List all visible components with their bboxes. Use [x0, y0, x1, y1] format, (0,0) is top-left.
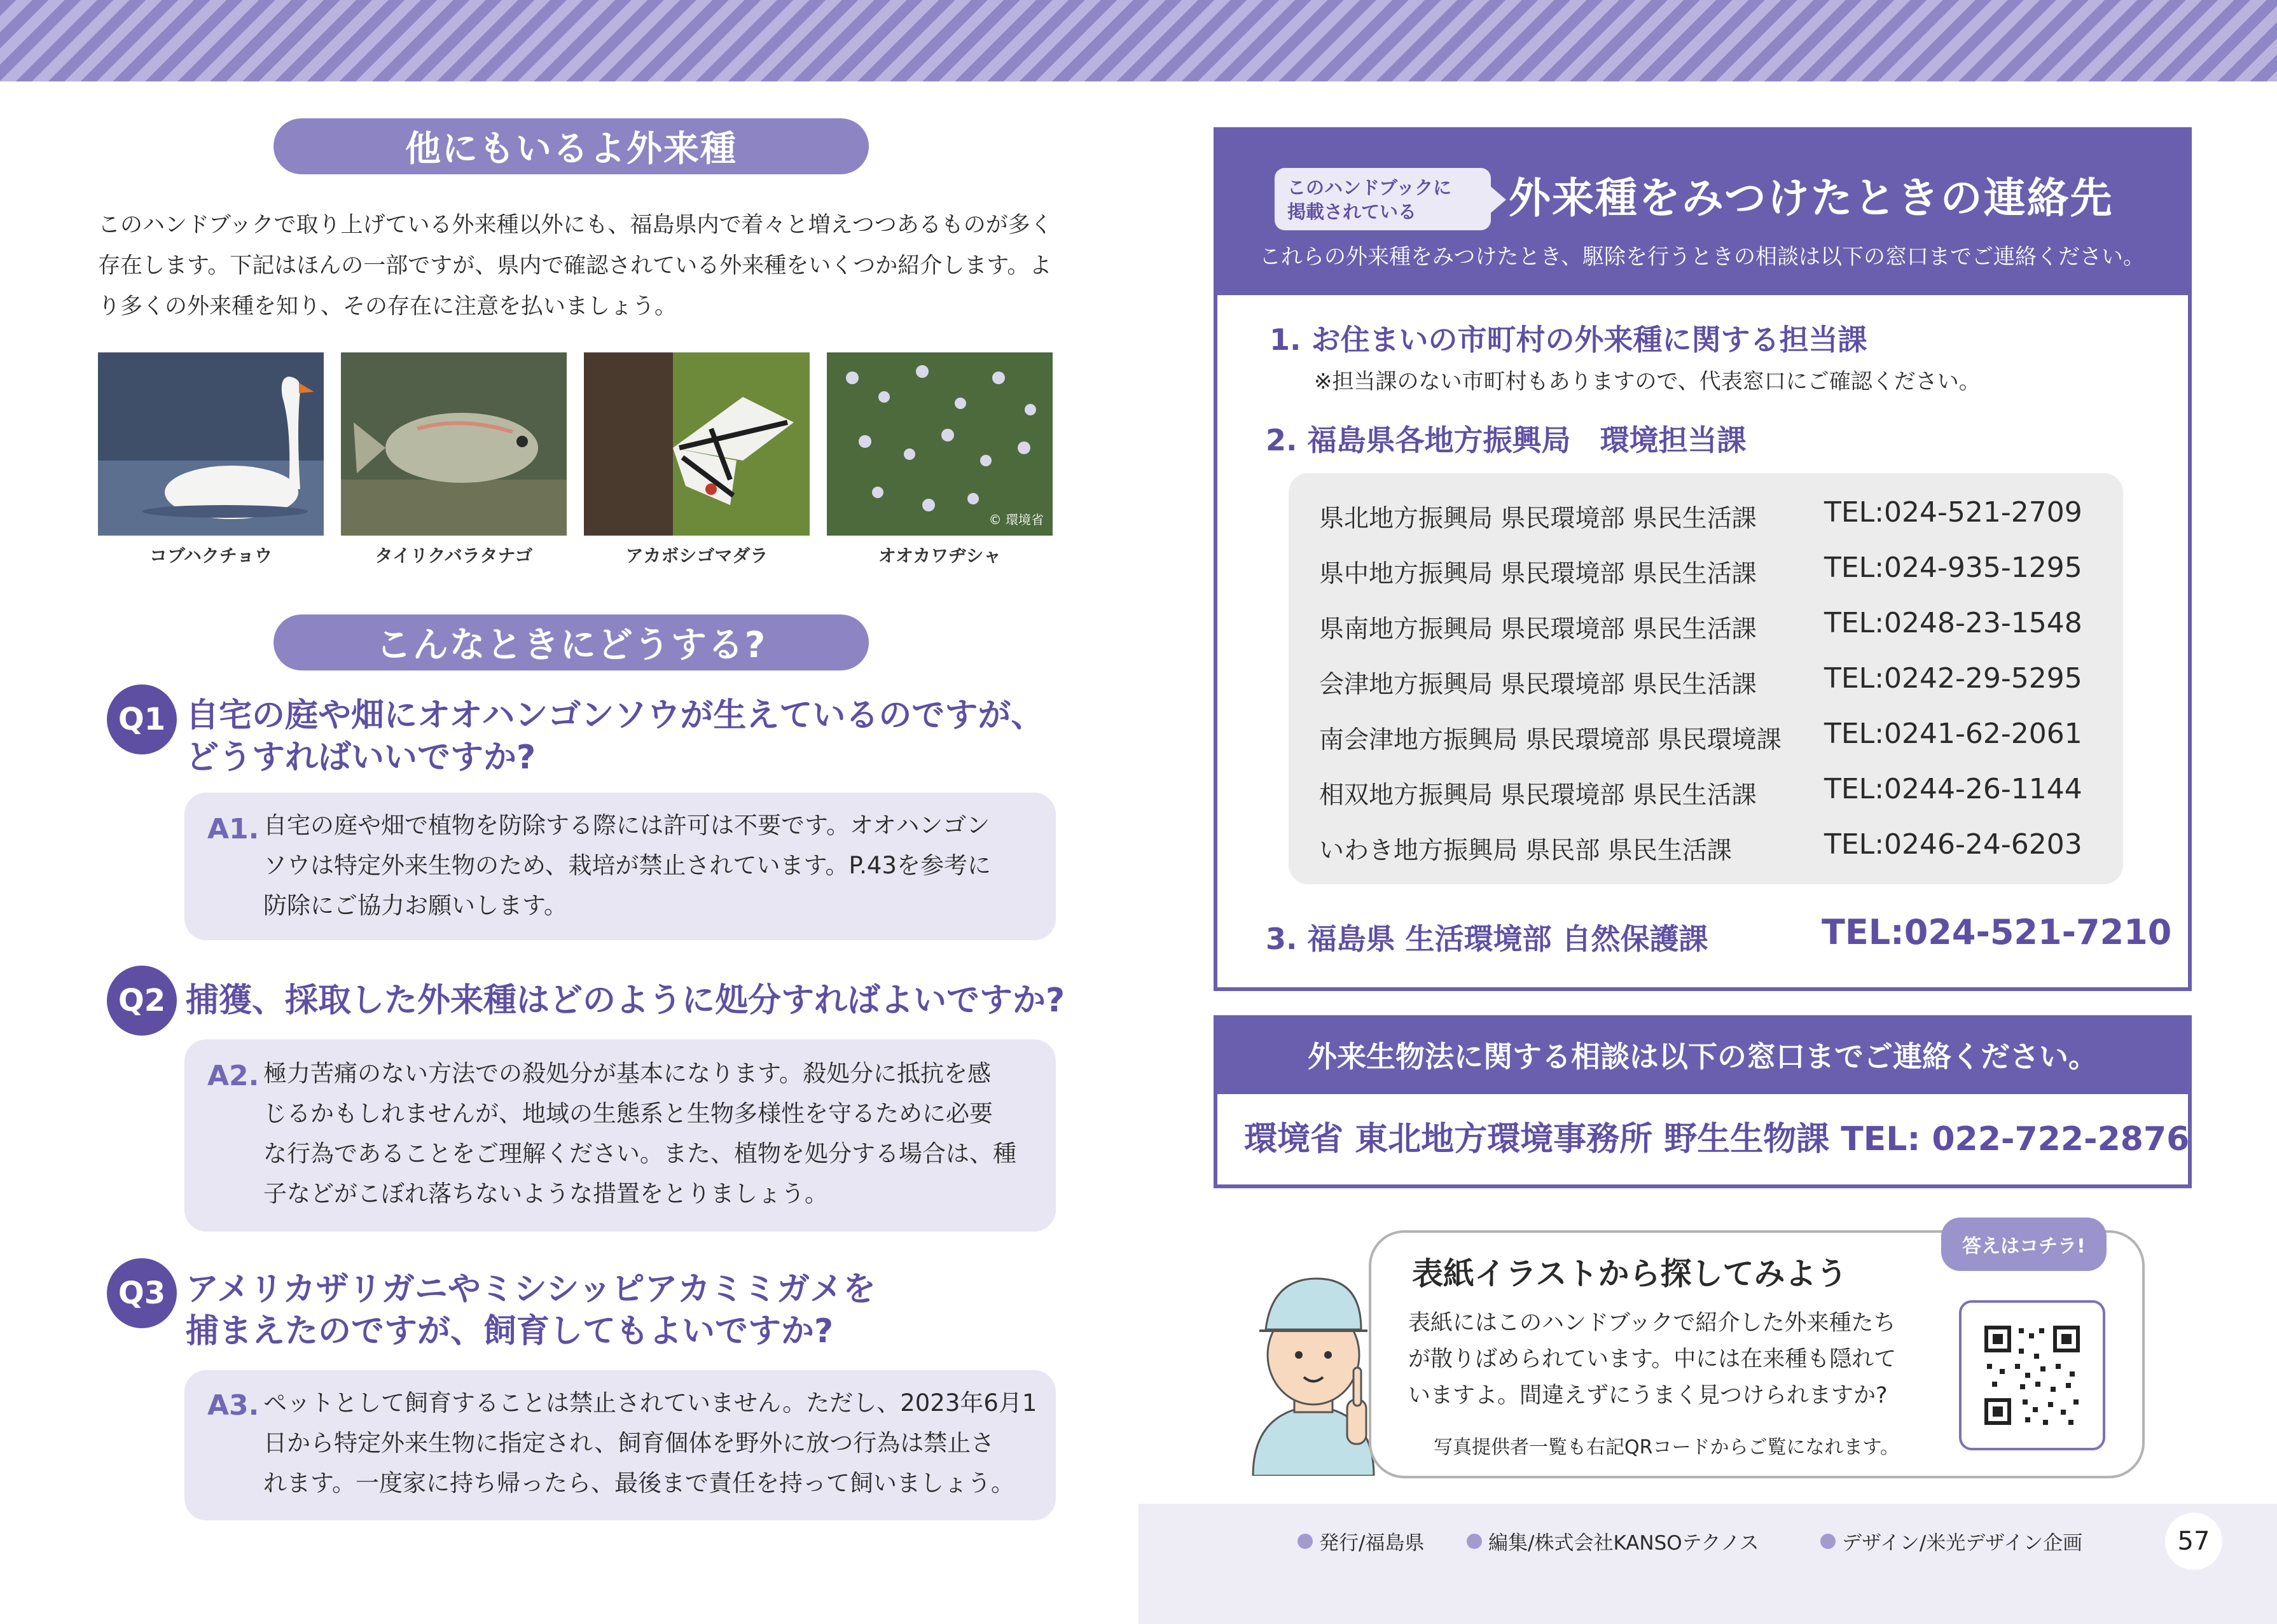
caption-water-speedwell: オオカワヂシャ: [878, 545, 1002, 566]
footer-publisher: [1298, 1527, 1424, 1555]
caption-mute-swan: コブハクチョウ: [149, 545, 272, 566]
handbook-tag-line1: このハンドブックに: [1287, 177, 1452, 198]
office-tel[interactable]: TEL:0241-62-2061: [1824, 718, 2082, 750]
section-title-other-species: 他にもいるよ外来種: [273, 118, 869, 174]
office-name: 県北地方振興局 県民環境部 県民生活課: [1319, 504, 1757, 533]
bubble-line: 表紙にはこのハンドブックで紹介した外来種たち: [1408, 1310, 1896, 1336]
footer-publisher-text: 発行/福島県: [1319, 1532, 1425, 1555]
handbook-tag-line2: 掲載されている: [1287, 201, 1417, 223]
a2-line3: な行為であることをご理解ください。また、植物を処分する場合は、種: [263, 1140, 1016, 1167]
q1-badge: Q1: [107, 684, 177, 754]
contact-subtitle: これらの外来種をみつけたとき、駆除を行うときの相談は以下の窓口までご連絡ください。: [1259, 244, 2145, 270]
bullet-icon: [1298, 1534, 1313, 1549]
a3-line3: れます。一度家に持ち帰ったら、最後まで責任を持って飼いましょう。: [263, 1469, 1015, 1497]
q2-badge: Q2: [107, 966, 177, 1036]
footer-editor: [1467, 1527, 1759, 1555]
worker-illustration: [1240, 1260, 1387, 1476]
a2-line1: 極力苦痛のない方法での殺処分が基本になります。殺処分に抵抗を感: [263, 1060, 992, 1087]
contact-item-1-note: ※担当課のない市町村もありますので、代表窓口にご確認ください。: [1314, 369, 1981, 394]
a1-line3: 防除にご協力お願いします。: [263, 892, 568, 919]
a2-label: A2.: [207, 1060, 260, 1092]
caption-rosy-bitterling: タイリクバラタナゴ: [375, 545, 533, 566]
bullet-icon: [1820, 1534, 1836, 1549]
page-number: 57: [2165, 1513, 2222, 1570]
a3-line1: ペットとして飼育することは禁止されていません。ただし、2023年6月1: [263, 1389, 1037, 1417]
a1-label: A1.: [207, 813, 260, 845]
office-tel[interactable]: TEL:024-521-2709: [1824, 496, 2082, 529]
office-name: 県中地方振興局 県民環境部 県民生活課: [1319, 560, 1757, 588]
q3-badge: Q3: [107, 1258, 177, 1328]
a3-label: A3.: [207, 1389, 260, 1422]
office-tel[interactable]: TEL:0248-23-1548: [1824, 607, 2082, 639]
a1-line2: ソウは特定外来生物のため、栽培が禁止されています。P.43を参考に: [263, 852, 991, 879]
photo-red-ring-skirt-butterfly: [584, 352, 810, 536]
office-name: 相双地方振興局 県民環境部 県民生活課: [1319, 781, 1757, 810]
footer-editor-text: 編集/株式会社KANSOテクノス: [1488, 1532, 1759, 1555]
tag-arrow-icon: [1488, 184, 1506, 215]
office-tel[interactable]: TEL:0244-26-1144: [1824, 773, 2082, 805]
handbook-tag: [1275, 168, 1491, 230]
office-tel[interactable]: TEL:0242-29-5295: [1824, 662, 2082, 695]
q2-line1: 捕獲、採取した外来種はどのように処分すればよいですか?: [186, 982, 1065, 1020]
footer: [1138, 1504, 2277, 1624]
office-name: 県南地方振興局 県民環境部 県民生活課: [1319, 615, 1757, 644]
contact-item-3: 3. 福島県 生活環境部 自然保護課: [1266, 922, 1708, 956]
bubble-note: 写真提供者一覧も右記QRコードからご覧になれます。: [1434, 1436, 1900, 1459]
q1-line2: どうすればいいですか?: [186, 739, 536, 777]
bubble-text: [1408, 1305, 1930, 1414]
photo-water-speedwell: [827, 352, 1053, 536]
a2-line2: じるかもしれませんが、地域の生態系と生物多様性を守るために必要: [263, 1100, 993, 1127]
a2-line4: 子などがこぼれ落ちないような措置をとりましょう。: [263, 1180, 828, 1207]
office-name: 会津地方振興局 県民環境部 県民生活課: [1319, 670, 1757, 699]
photo-rosy-bitterling: [341, 352, 567, 536]
office-tel[interactable]: TEL:024-935-1295: [1824, 552, 2082, 584]
a3-line2: 日から特定外来生物に指定され、飼育個体を野外に放つ行為は禁止さ: [263, 1429, 995, 1457]
bubble-line: が散りばめられています。中には在来種も隠れて: [1408, 1347, 1897, 1372]
bubble-title: 表紙イラストから探してみよう: [1412, 1256, 1848, 1292]
office-tel[interactable]: TEL:0246-24-6203: [1824, 828, 2082, 861]
intro-paragraph: このハンドブックで取り上げている外来種以外にも、福島県内で着々と増えつつあるものが多く存在します。下記はほんの一部ですが、県内で確認されている外来種をいくつか紹介します。より多くの外来種を知り、その存在に注意を払いましょう。: [98, 212, 1053, 319]
section-title-what-to-do: こんなときにどうする?: [273, 614, 869, 670]
answer-tag: 答えはコチラ!: [1941, 1218, 2107, 1271]
bubble-line: いますよ。間違えずにうまく見つけられますか?: [1408, 1383, 1888, 1408]
q3-line1: アメリカザリガニやミシシッピアカミミガメを: [186, 1270, 876, 1308]
bullet-icon: [1467, 1534, 1482, 1549]
a1-line1: 自宅の庭や畑で植物を防除する際には許可は不要です。オオハンゴン: [263, 812, 990, 839]
contact-title: 外来種をみつけたときの連絡先: [1509, 174, 2114, 223]
contact-item-1: 1. お住まいの市町村の外来種に関する担当課: [1270, 323, 1867, 357]
law-contact-line[interactable]: 環境省 東北地方環境事務所 野生生物課 TEL: 022-722-2876: [1244, 1120, 2190, 1158]
q3-line2: 捕まえたのですが、飼育してもよいですか?: [186, 1312, 834, 1350]
contact-item-2: 2. 福島県各地方振興局 環境担当課: [1266, 423, 1747, 457]
contact-item-3-tel[interactable]: TEL:024-521-7210: [1822, 912, 2172, 952]
caption-red-ring-skirt: アカボシゴマダラ: [625, 545, 768, 566]
office-name: 南会津地方振興局 県民環境部 県民環境課: [1319, 726, 1782, 754]
photo-credit: © 環境省: [988, 512, 1044, 527]
qr-code-icon: [1962, 1303, 2103, 1448]
footer-design-text: デザイン/米光デザイン企画: [1842, 1532, 2083, 1555]
footer-design: [1820, 1527, 2082, 1555]
photo-mute-swan: [98, 352, 324, 536]
qr-code[interactable]: [1959, 1300, 2105, 1450]
office-name: いわき地方振興局 県民部 県民生活課: [1319, 836, 1732, 865]
top-stripe-band: [0, 0, 2277, 81]
law-header: 外来生物法に関する相談は以下の窓口までご連絡ください。: [1214, 1015, 2192, 1094]
q1-line1: 自宅の庭や畑にオオハンゴンソウが生えているのですが、: [186, 697, 1044, 735]
